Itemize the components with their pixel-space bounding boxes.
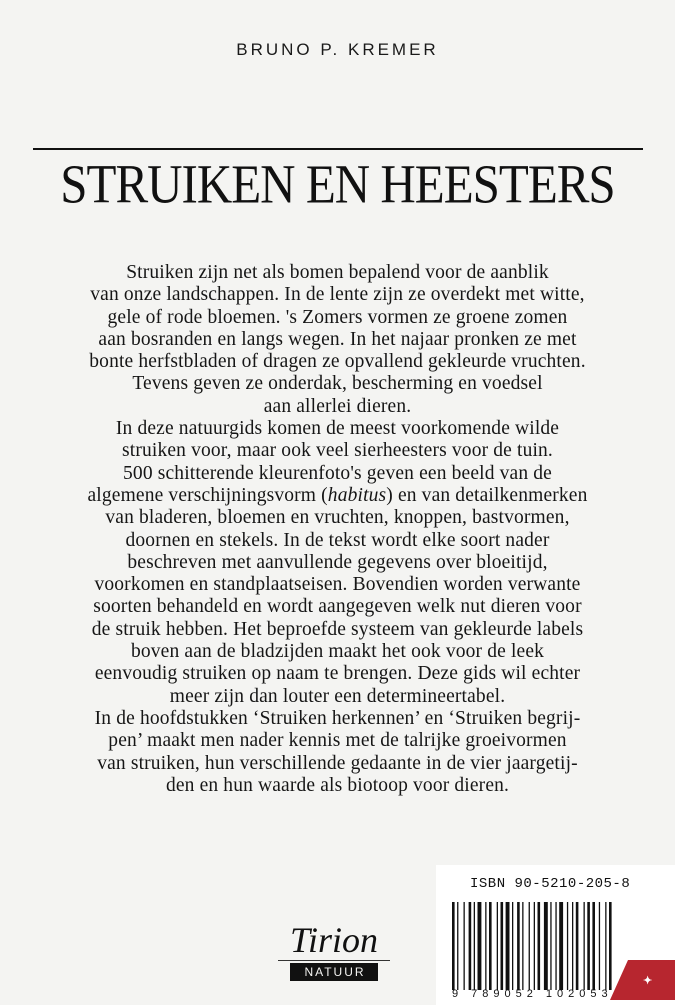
blurb-line: van bladeren, bloemen en vruchten, knoppen, bastvormen, — [105, 507, 570, 529]
habitus-italic: habitus — [327, 484, 387, 506]
publisher-name: Tirion — [289, 920, 379, 960]
barcode-bar — [517, 902, 520, 990]
barcode-bar — [584, 902, 585, 990]
blurb-line: beschreven met aanvullende gegevens over bloeitijd, — [127, 551, 548, 573]
blurb-line: In de hoofdstukken ‘Struiken herkennen’ en ‘Struiken begrij- — [94, 707, 581, 729]
blurb-line: den en hun waarde als biotoop voor dieren. — [165, 774, 510, 796]
barcode-bar — [534, 902, 535, 990]
blurb-line: bonte herfstbladen of dragen ze opvallend gekleurde vruchten. — [89, 351, 586, 373]
blurb-line: aan allerlei dieren. — [263, 395, 412, 417]
blurb-line: van struiken, hun verschillende gedaante in de vier jaargetij- — [97, 752, 578, 774]
barcode-bar — [457, 902, 458, 990]
blurb-line: soorten behandeld en wordt aangegeven welk nut dieren voor — [93, 596, 582, 618]
barcode-bar — [452, 902, 455, 990]
barcode-bar — [512, 902, 513, 990]
blurb-line: struiken voor, maar ook veel sierheesters voor de tuin. — [122, 440, 553, 462]
barcode-bar — [506, 902, 510, 990]
barcode-bar — [469, 902, 472, 990]
barcode-bar — [576, 902, 579, 990]
book-title: STRUIKEN EN HEESTERS — [60, 153, 615, 215]
habitus-after: ) en van detailkenmerken — [386, 484, 588, 506]
barcode-bar — [599, 902, 600, 990]
blurb-line: In deze natuurgids komen de meest voorkomende wilde — [115, 418, 560, 440]
barcode-bar — [489, 902, 492, 990]
author-name: BRUNO P. KREMER — [236, 40, 439, 59]
title-rule — [33, 148, 643, 150]
blurb-line: doornen en stekels. In de tekst wordt elke soort nader — [125, 529, 550, 551]
barcode-bar — [529, 902, 530, 990]
svg-text:✦: ✦ — [643, 975, 653, 987]
blurb-line: eenvoudig struiken op naam te brengen. Deze gids wil echter — [94, 663, 581, 685]
publisher-imprint: NATUUR — [290, 963, 377, 981]
habitus-before: algemene verschijningsvorm ( — [87, 484, 328, 506]
barcode-bar — [572, 902, 573, 990]
barcode-digits: 9 789052 102053 — [452, 988, 613, 1000]
barcode-bar — [485, 902, 486, 990]
blurb-line: Struiken zijn net als bomen bepalend voor de aanblik — [126, 262, 549, 283]
blurb-line: Tevens geven ze onderdak, bescherming en voedsel — [132, 373, 543, 395]
barcode-bar — [550, 902, 551, 990]
barcode-bar — [538, 902, 541, 990]
blurb-line: boven aan de bladzijden maakt het ook voor de leek — [130, 641, 545, 663]
publisher-rule — [278, 960, 390, 961]
barcode-bar — [587, 902, 590, 990]
blurb-line: de struik hebben. Het beproefde systeem van gekleurde labels — [91, 618, 584, 640]
blurb-line: aan bosranden en langs wegen. In het najaar pronken ze met — [98, 328, 577, 350]
barcode-bar — [497, 902, 498, 990]
blurb-line: pen’ maakt men nader kennis met de talrijke groeivormen — [108, 730, 567, 752]
barcode-bar — [478, 902, 482, 990]
blurb-text — [30, 262, 645, 797]
blurb-line-habitus — [30, 485, 645, 507]
blurb-line: voorkomen en standplaatseisen. Bovendien worden verwante — [94, 574, 581, 596]
blurb-line: van onze landschappen. In de lente zijn ze overdekt met witte, — [90, 284, 585, 306]
barcode-bar — [474, 902, 475, 990]
barcode-bar — [559, 902, 563, 990]
barcode-bar — [555, 902, 556, 990]
isbn-label: ISBN 90-5210-205-8 — [470, 876, 631, 892]
barcode-bar — [522, 902, 523, 990]
barcode-bar — [464, 902, 465, 990]
barcode-bar — [605, 902, 606, 990]
blurb-line: gele of rode bloemen. 's Zomers vormen ze groene zomen — [107, 306, 568, 328]
blurb-line: meer zijn dan louter een determineertabel. — [169, 685, 506, 707]
blurb-line: 500 schitterende kleurenfoto's geven een beeld van de — [123, 462, 552, 484]
publisher-logo — [272, 920, 396, 990]
price-sticker-icon — [610, 960, 675, 1000]
barcode-bar — [567, 902, 568, 990]
barcode-bar — [501, 902, 504, 990]
barcode-bar — [544, 902, 548, 990]
barcode-bar — [592, 902, 595, 990]
